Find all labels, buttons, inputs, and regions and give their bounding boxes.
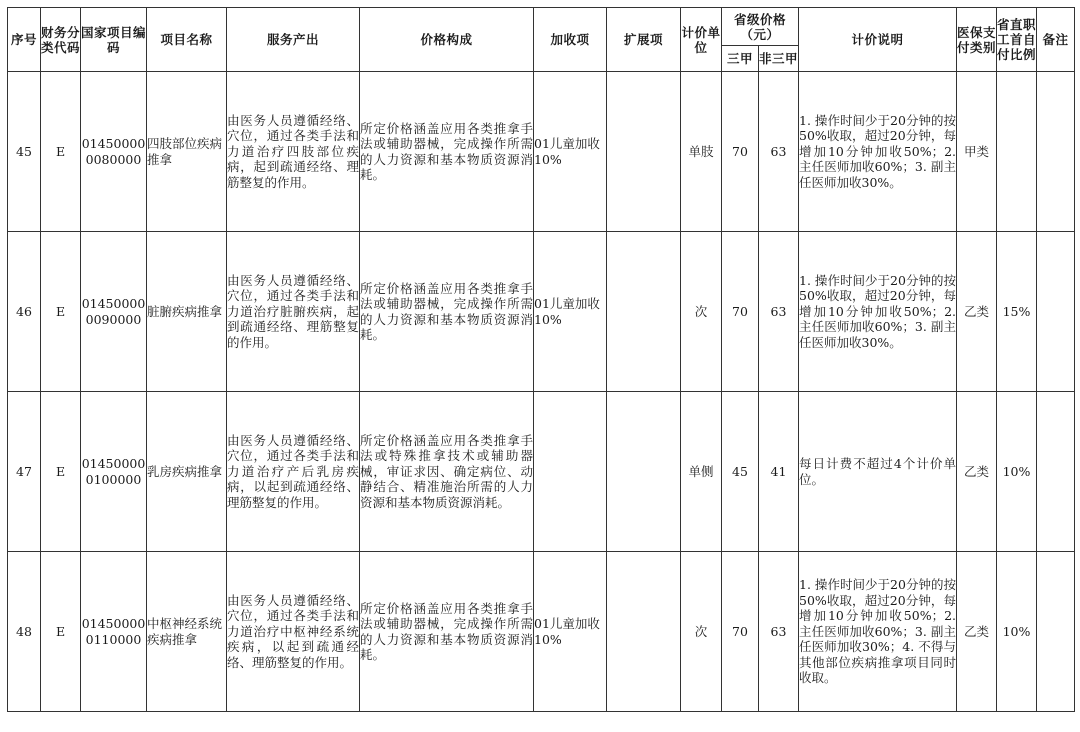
- cell-national-code: 01450000 0110000: [81, 552, 147, 712]
- cell-surcharge: 01儿童加收10%: [534, 232, 607, 392]
- cell-pricing-unit: 次: [681, 232, 722, 392]
- cell-service-output: 由医务人员遵循经络、穴位，通过各类手法和力道治疗脏腑疾病，起到疏通经络、理筋整复的作用。: [227, 232, 360, 392]
- table-row: [8, 72, 1075, 232]
- cell-remarks: [1037, 232, 1075, 392]
- header-pricing-note: 计价说明: [799, 8, 957, 72]
- header-tier-b: 非三甲: [759, 46, 799, 72]
- cell-surcharge: 01儿童加收10%: [534, 552, 607, 712]
- cell-pricing-note: 1. 操作时间少于20分钟的按50%收取，超过20分钟，每增加10分钟加收50%；2. 主任医师加收60%；3. 副主任医师加收30%。: [799, 72, 957, 232]
- cell-price-tier-a: 70: [722, 552, 759, 712]
- table-row: [8, 392, 1075, 552]
- header-finance-code: 财务分类代码: [41, 8, 81, 72]
- cell-remarks: [1037, 392, 1075, 552]
- cell-seq: 48: [8, 552, 41, 712]
- cell-national-code: 01450000 0100000: [81, 392, 147, 552]
- cell-service-output: 由医务人员遵循经络、穴位，通过各类手法和力道治疗四肢部位疾病，起到疏通经络、理筋整复的作用。: [227, 72, 360, 232]
- cell-extension: [607, 232, 681, 392]
- cell-self-pay-ratio: [997, 72, 1037, 232]
- cell-remarks: [1037, 72, 1075, 232]
- cell-self-pay-ratio: 10%: [997, 392, 1037, 552]
- cell-price-tier-a: 45: [722, 392, 759, 552]
- cell-national-code: 01450000 0080000: [81, 72, 147, 232]
- cell-seq: 46: [8, 232, 41, 392]
- cell-price-tier-b: 63: [759, 232, 799, 392]
- cell-self-pay-ratio: 15%: [997, 232, 1037, 392]
- cell-insurance-category: 乙类: [957, 232, 997, 392]
- cell-self-pay-ratio: 10%: [997, 552, 1037, 712]
- cell-price-tier-a: 70: [722, 232, 759, 392]
- header-self-pay-ratio: 省直职工首自付比例: [997, 8, 1037, 72]
- header-seq: 序号: [8, 8, 41, 72]
- cell-price-tier-b: 63: [759, 72, 799, 232]
- header-surcharge: 加收项: [534, 8, 607, 72]
- cell-extension: [607, 392, 681, 552]
- cell-price-composition: 所定价格涵盖应用各类推拿手法或辅助器械，完成操作所需的人力资源和基本物质资源消耗。: [360, 72, 534, 232]
- cell-pricing-unit: 次: [681, 552, 722, 712]
- header-provincial-price: 省级价格（元）: [722, 8, 799, 46]
- cell-national-code: 01450000 0090000: [81, 232, 147, 392]
- header-insurance-category: 医保支付类别: [957, 8, 997, 72]
- cell-insurance-category: 乙类: [957, 392, 997, 552]
- header-item-name: 项目名称: [147, 8, 227, 72]
- cell-pricing-note: 每日计费不超过4个计价单位。: [799, 392, 957, 552]
- cell-price-composition: 所定价格涵盖应用各类推拿手法或特殊推拿技术或辅助器械，审证求因、确定病位、动静结合、精准施治所需的人力资源和基本物质资源消耗。: [360, 392, 534, 552]
- cell-extension: [607, 72, 681, 232]
- cell-seq: 47: [8, 392, 41, 552]
- cell-pricing-note: 1. 操作时间少于20分钟的按50%收取，超过20分钟，每增加10分钟加收50%；2. 主任医师加收60%；3. 副主任医师加收30%；4. 不得与其他部位疾病推拿项目同时收取。: [799, 552, 957, 712]
- table-row: [8, 552, 1075, 712]
- cell-finance-code: E: [41, 392, 81, 552]
- cell-item-name: 脏腑疾病推拿: [147, 232, 227, 392]
- cell-service-output: 由医务人员遵循经络、穴位，通过各类手法和力道治疗产后乳房疾病，以起到疏通经络、理筋整复的作用。: [227, 392, 360, 552]
- header-price-composition: 价格构成: [360, 8, 534, 72]
- cell-price-tier-b: 41: [759, 392, 799, 552]
- cell-finance-code: E: [41, 232, 81, 392]
- cell-service-output: 由医务人员遵循经络、穴位，通过各类手法和力道治疗中枢神经系统疾病，以起到疏通经络、理筋整复的作用。: [227, 552, 360, 712]
- cell-remarks: [1037, 552, 1075, 712]
- cell-item-name: 中枢神经系统疾病推拿: [147, 552, 227, 712]
- header-tier-a: 三甲: [722, 46, 759, 72]
- header-remarks: 备注: [1037, 8, 1075, 72]
- header-service-output: 服务产出: [227, 8, 360, 72]
- cell-surcharge: [534, 392, 607, 552]
- cell-price-composition: 所定价格涵盖应用各类推拿手法或辅助器械，完成操作所需的人力资源和基本物质资源消耗。: [360, 232, 534, 392]
- cell-pricing-unit: 单肢: [681, 72, 722, 232]
- cell-price-composition: 所定价格涵盖应用各类推拿手法或辅助器械，完成操作所需的人力资源和基本物质资源消耗。: [360, 552, 534, 712]
- cell-pricing-note: 1. 操作时间少于20分钟的按50%收取，超过20分钟，每增加10分钟加收50%；2. 主任医师加收60%；3. 副主任医师加收30%。: [799, 232, 957, 392]
- cell-insurance-category: 甲类: [957, 72, 997, 232]
- cell-seq: 45: [8, 72, 41, 232]
- header-pricing-unit: 计价单位: [681, 8, 722, 72]
- cell-insurance-category: 乙类: [957, 552, 997, 712]
- header-national-code: 国家项目编码: [81, 8, 147, 72]
- cell-finance-code: E: [41, 552, 81, 712]
- cell-pricing-unit: 单侧: [681, 392, 722, 552]
- table-row: [8, 232, 1075, 392]
- cell-price-tier-b: 63: [759, 552, 799, 712]
- cell-price-tier-a: 70: [722, 72, 759, 232]
- cell-finance-code: E: [41, 72, 81, 232]
- cell-item-name: 乳房疾病推拿: [147, 392, 227, 552]
- cell-extension: [607, 552, 681, 712]
- cell-surcharge: 01儿童加收10%: [534, 72, 607, 232]
- pricing-table: [7, 7, 1075, 712]
- cell-item-name: 四肢部位疾病推拿: [147, 72, 227, 232]
- header-extension: 扩展项: [607, 8, 681, 72]
